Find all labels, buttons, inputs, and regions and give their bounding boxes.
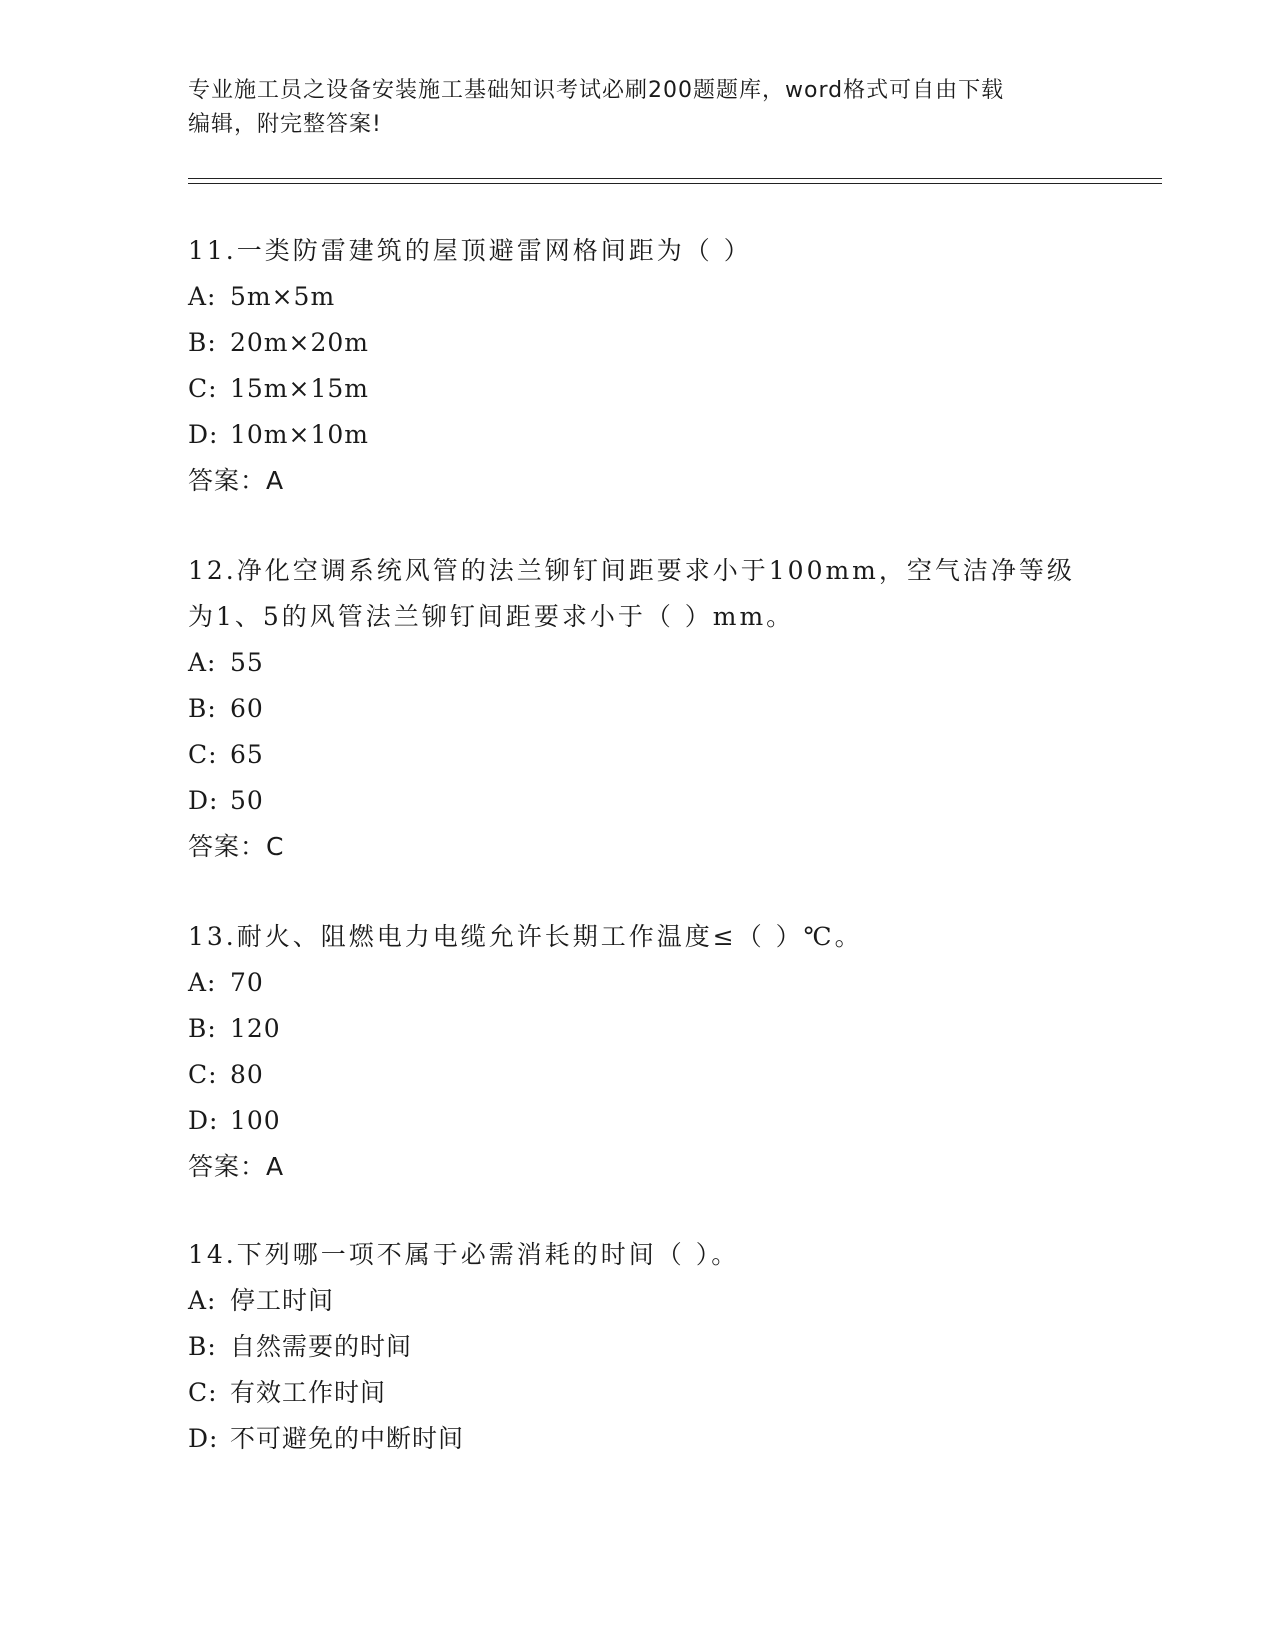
option-a — [188, 640, 1088, 686]
option-key: C: — [188, 740, 218, 769]
option-text: 20m×20m — [230, 328, 369, 357]
option-text: 100 — [230, 1106, 281, 1135]
header-title-line2: 编辑，附完整答案! — [188, 112, 382, 137]
option-key: D: — [188, 1106, 219, 1135]
option-key: C: — [188, 374, 218, 403]
header-divider-bottom — [188, 183, 1162, 184]
option-key: D: — [188, 786, 219, 815]
option-text: 120 — [230, 1014, 281, 1043]
option-text: 不可避免的中断时间 — [230, 1424, 465, 1453]
question-14 — [188, 1232, 1088, 1462]
question-11 — [188, 228, 1088, 504]
question-stem-line1: 12.净化空调系统风管的法兰铆钉间距要求小于100mm，空气洁净等级 — [188, 556, 1075, 585]
option-b — [188, 320, 1088, 366]
option-key: B: — [188, 1332, 217, 1361]
question-stem: 11.一类防雷建筑的屋顶避雷网格间距为（ ） — [188, 236, 752, 265]
option-c — [188, 366, 1088, 412]
option-key: D: — [188, 1424, 219, 1453]
answer-line: 答案：C — [188, 832, 285, 861]
option-text: 50 — [230, 786, 264, 815]
option-text: 65 — [230, 740, 264, 769]
option-c — [188, 1052, 1088, 1098]
option-key: A: — [188, 968, 217, 997]
option-b — [188, 1006, 1088, 1052]
option-b — [188, 686, 1088, 732]
option-d — [188, 778, 1088, 824]
option-key: A: — [188, 1286, 217, 1315]
option-key: B: — [188, 328, 217, 357]
question-12 — [188, 548, 1088, 870]
question-stem: 13.耐火、阻燃电力电缆允许长期工作温度≤（ ）℃。 — [188, 922, 863, 951]
option-text: 60 — [230, 694, 264, 723]
option-a — [188, 960, 1088, 1006]
option-d — [188, 1416, 1088, 1462]
option-key: A: — [188, 282, 217, 311]
question-13 — [188, 914, 1088, 1190]
option-key: C: — [188, 1060, 218, 1089]
option-text: 80 — [230, 1060, 264, 1089]
question-stem: 14.下列哪一项不属于必需消耗的时间（ ）。 — [188, 1240, 740, 1269]
option-text: 停工时间 — [230, 1286, 335, 1315]
option-a — [188, 274, 1088, 320]
option-a — [188, 1278, 1088, 1324]
option-text: 有效工作时间 — [230, 1378, 387, 1407]
option-key: B: — [188, 694, 217, 723]
option-text: 5m×5m — [230, 282, 336, 311]
option-key: A: — [188, 648, 217, 677]
option-text: 10m×10m — [230, 420, 369, 449]
option-text: 70 — [230, 968, 264, 997]
option-d — [188, 412, 1088, 458]
option-text: 自然需要的时间 — [230, 1332, 413, 1361]
option-c — [188, 732, 1088, 778]
document-header — [188, 74, 1088, 142]
option-b — [188, 1324, 1088, 1370]
option-key: D: — [188, 420, 219, 449]
answer-line: 答案：A — [188, 1152, 285, 1181]
option-text: 55 — [230, 648, 264, 677]
header-divider-top — [188, 178, 1162, 179]
header-title-line1: 专业施工员之设备安装施工基础知识考试必刷200题题库，word格式可自由下载 — [188, 78, 1005, 103]
option-key: C: — [188, 1378, 218, 1407]
option-c — [188, 1370, 1088, 1416]
option-d — [188, 1098, 1088, 1144]
answer-line: 答案：A — [188, 466, 285, 495]
question-stem-line2: 为1、5的风管法兰铆钉间距要求小于（ ）mm。 — [188, 602, 795, 631]
option-text: 15m×15m — [230, 374, 369, 403]
option-key: B: — [188, 1014, 217, 1043]
